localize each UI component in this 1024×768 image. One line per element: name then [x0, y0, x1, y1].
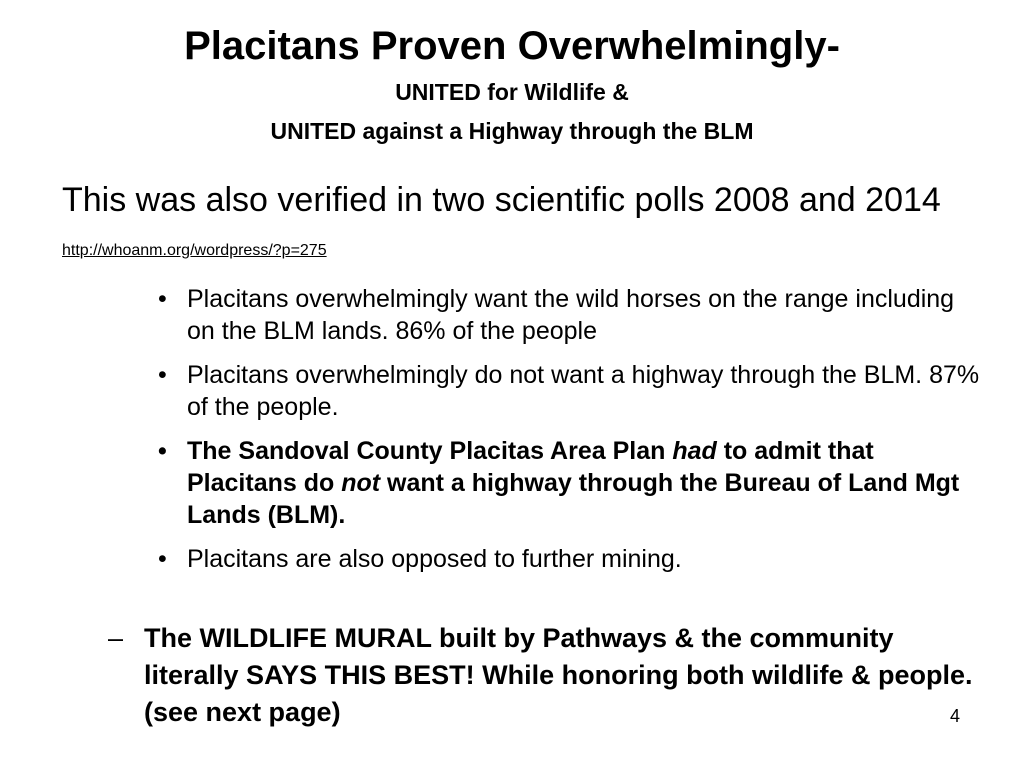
- bullet-marker: •: [158, 545, 167, 573]
- lead-paragraph: [62, 178, 992, 273]
- slide-subtitle-2: UNITED against a Highway through the BLM: [270, 118, 754, 144]
- bullet-item: [158, 283, 988, 347]
- slide-subtitle-1: UNITED for Wildlife &: [395, 79, 629, 105]
- bullet-text: Placitans are also opposed to further mining.: [187, 545, 682, 573]
- bullet-item: [158, 543, 988, 575]
- bullet-emphasis: had: [672, 437, 717, 465]
- bullet-emphasis: not: [341, 469, 381, 497]
- bullet-marker: •: [158, 285, 167, 313]
- poll-link[interactable]: http://whoanm.org/wordpress/?p=275: [62, 242, 327, 259]
- bullet-item: [158, 359, 988, 423]
- lead-text: This was also verified in two scientific polls 2008 and 2014: [62, 181, 941, 219]
- bullet-text-part: to admit that Placitans do: [187, 437, 874, 497]
- page-number: 4: [950, 706, 961, 726]
- bullet-marker: •: [158, 361, 167, 389]
- bullet-text-part: The Sandoval County Placitas Area Plan: [187, 437, 673, 465]
- dash-text: The WILDLIFE MURAL built by Pathways & the community literally SAYS THIS BEST! While honoring both wildlife & people. (see next page): [144, 623, 973, 727]
- bullet-list: [158, 283, 988, 587]
- bullet-text: Placitans overwhelmingly do not want a highway through the BLM. 87% of the people.: [187, 361, 980, 421]
- dash-marker: –: [108, 623, 124, 653]
- dash-item: [108, 620, 978, 731]
- bullet-marker: •: [158, 437, 167, 465]
- bullet-text-part: want a highway through the Bureau of Land Mgt Lands (BLM).: [187, 469, 960, 529]
- slide-title: Placitans Proven Overwhelmingly-: [184, 24, 840, 68]
- bullet-text: Placitans overwhelmingly want the wild horses on the range including on the BLM lands. 86% of the people: [187, 285, 955, 345]
- bullet-item: [158, 435, 988, 531]
